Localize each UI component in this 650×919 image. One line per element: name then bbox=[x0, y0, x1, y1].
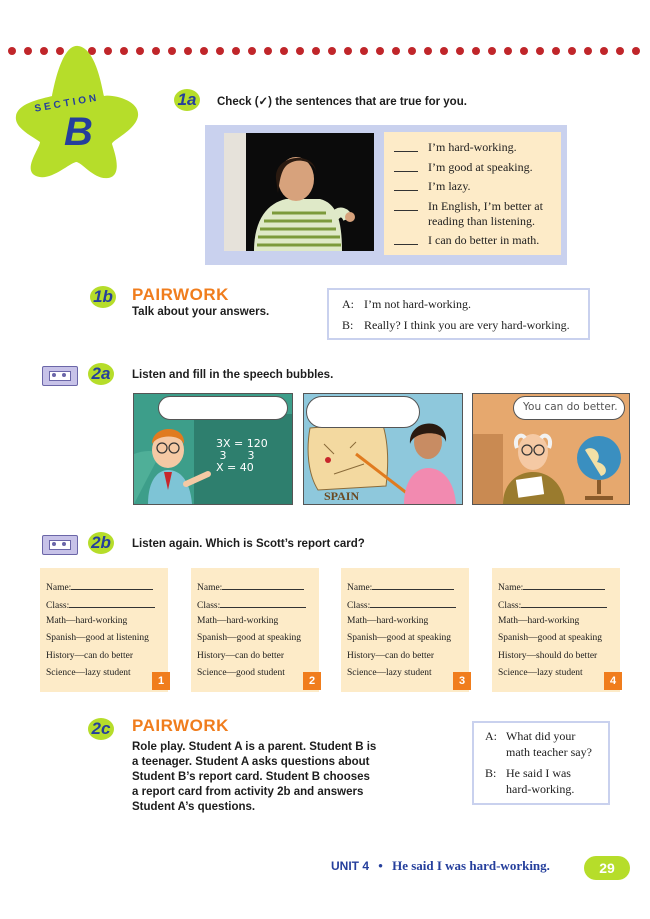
border-dot bbox=[536, 47, 544, 55]
instruction-1a: Check (✓) the sentences that are true for you. bbox=[217, 96, 467, 108]
dialog-speaker: B: bbox=[342, 318, 354, 332]
instruction-2c: Role play. Student A is a parent. Student B is a teenager. Student A asks questions about Student B’s report card. Student B chooses a report card from activity 2b and answers Student A’s questions. bbox=[132, 741, 377, 813]
border-dot bbox=[632, 47, 640, 55]
border-dot bbox=[280, 47, 288, 55]
border-dot bbox=[216, 47, 224, 55]
speech-bubble-text: You can do better. bbox=[523, 401, 618, 413]
dialog-line: What did your bbox=[506, 729, 576, 743]
comic-panel-2 bbox=[303, 393, 463, 505]
section-label: SECTION bbox=[33, 92, 101, 115]
border-dot bbox=[312, 47, 320, 55]
dialog-speaker: A: bbox=[342, 297, 354, 311]
dialog-line: Really? I think you are very hard-working. bbox=[364, 318, 570, 332]
instruction-2b: Listen again. Which is Scott’s report card? bbox=[132, 538, 365, 550]
report-card-3[interactable]: Name: Class: Math—hard-working Spanish—good at speaking History—can do better Science—lazy student 3 bbox=[341, 568, 469, 692]
border-dot bbox=[200, 47, 208, 55]
border-dot bbox=[392, 47, 400, 55]
badge-2a: 2a bbox=[86, 362, 116, 386]
border-dot bbox=[168, 47, 176, 55]
dialog-speaker: B: bbox=[485, 766, 497, 780]
border-dot bbox=[488, 47, 496, 55]
section-letter: B bbox=[64, 110, 93, 154]
border-dot bbox=[376, 47, 384, 55]
badge-1a: 1a bbox=[172, 88, 202, 112]
speech-bubble-empty-2[interactable] bbox=[306, 396, 420, 428]
report-card-1[interactable]: Name: Class: Math—hard-working Spanish—good at listening History—can do better Science—lazy student 1 bbox=[40, 568, 168, 692]
instruction-2a: Listen and fill in the speech bubbles. bbox=[132, 369, 334, 381]
border-dot bbox=[344, 47, 352, 55]
card-number: 1 bbox=[152, 672, 170, 690]
cassette-icon bbox=[42, 366, 78, 386]
dialog-line: He said I was bbox=[506, 766, 571, 780]
badge-1b: 1b bbox=[88, 285, 118, 309]
pairwork-title-2c: PAIRWORK bbox=[132, 716, 229, 735]
border-dot bbox=[264, 47, 272, 55]
comic-panel-1 bbox=[133, 393, 293, 505]
page-number: 29 bbox=[584, 856, 630, 880]
report-card-4[interactable]: Name: Class: Math—hard-working Spanish—good at speaking History—should do better Science—lazy student 4 bbox=[492, 568, 620, 692]
teacher-photo bbox=[224, 133, 374, 251]
border-dot bbox=[504, 47, 512, 55]
border-dot bbox=[360, 47, 368, 55]
border-dot bbox=[408, 47, 416, 55]
map-label: SPAIN bbox=[324, 489, 360, 503]
border-dot bbox=[232, 47, 240, 55]
cassette-icon bbox=[42, 535, 78, 555]
page-footer bbox=[331, 858, 550, 874]
border-dot bbox=[520, 47, 528, 55]
report-card-2[interactable]: Name: Class: Math—hard-working Spanish—good at speaking History—can do better Science—good student 2 bbox=[191, 568, 319, 692]
badge-2b: 2b bbox=[86, 531, 116, 555]
card-number: 4 bbox=[604, 672, 622, 690]
border-dot bbox=[424, 47, 432, 55]
dialog-line: hard-working. bbox=[506, 782, 575, 796]
board-equation: 3X = 120 3 3 X = 40 bbox=[216, 437, 268, 474]
border-dot bbox=[472, 47, 480, 55]
dialog-speaker: A: bbox=[485, 729, 497, 743]
border-dot bbox=[568, 47, 576, 55]
border-dot bbox=[456, 47, 464, 55]
border-dot bbox=[552, 47, 560, 55]
border-dot bbox=[440, 47, 448, 55]
border-dot bbox=[616, 47, 624, 55]
comic-panel-3 bbox=[472, 393, 630, 505]
footer-unit: UNIT 4 bbox=[331, 859, 370, 873]
badge-2c: 2c bbox=[86, 717, 116, 741]
instruction-1b: Talk about your answers. bbox=[132, 306, 270, 318]
border-dot bbox=[600, 47, 608, 55]
border-dot bbox=[584, 47, 592, 55]
dialog-line: math teacher say? bbox=[506, 745, 592, 759]
footer-title: He said I was hard-working. bbox=[392, 858, 550, 873]
border-dot bbox=[184, 47, 192, 55]
border-dot bbox=[328, 47, 336, 55]
card-number: 2 bbox=[303, 672, 321, 690]
checklist: I’m hard-working. I’m good at speaking. I’m lazy. In English, I’m better at reading than listening. I can do better in math. bbox=[384, 132, 561, 255]
border-dot bbox=[152, 47, 160, 55]
border-dot bbox=[296, 47, 304, 55]
border-dot bbox=[248, 47, 256, 55]
dialog-line: I’m not hard-working. bbox=[364, 297, 471, 311]
speech-bubble-empty-1[interactable] bbox=[158, 396, 288, 420]
pairwork-title-1b: PAIRWORK bbox=[132, 285, 229, 304]
card-number: 3 bbox=[453, 672, 471, 690]
footer-bullet: • bbox=[378, 858, 383, 873]
